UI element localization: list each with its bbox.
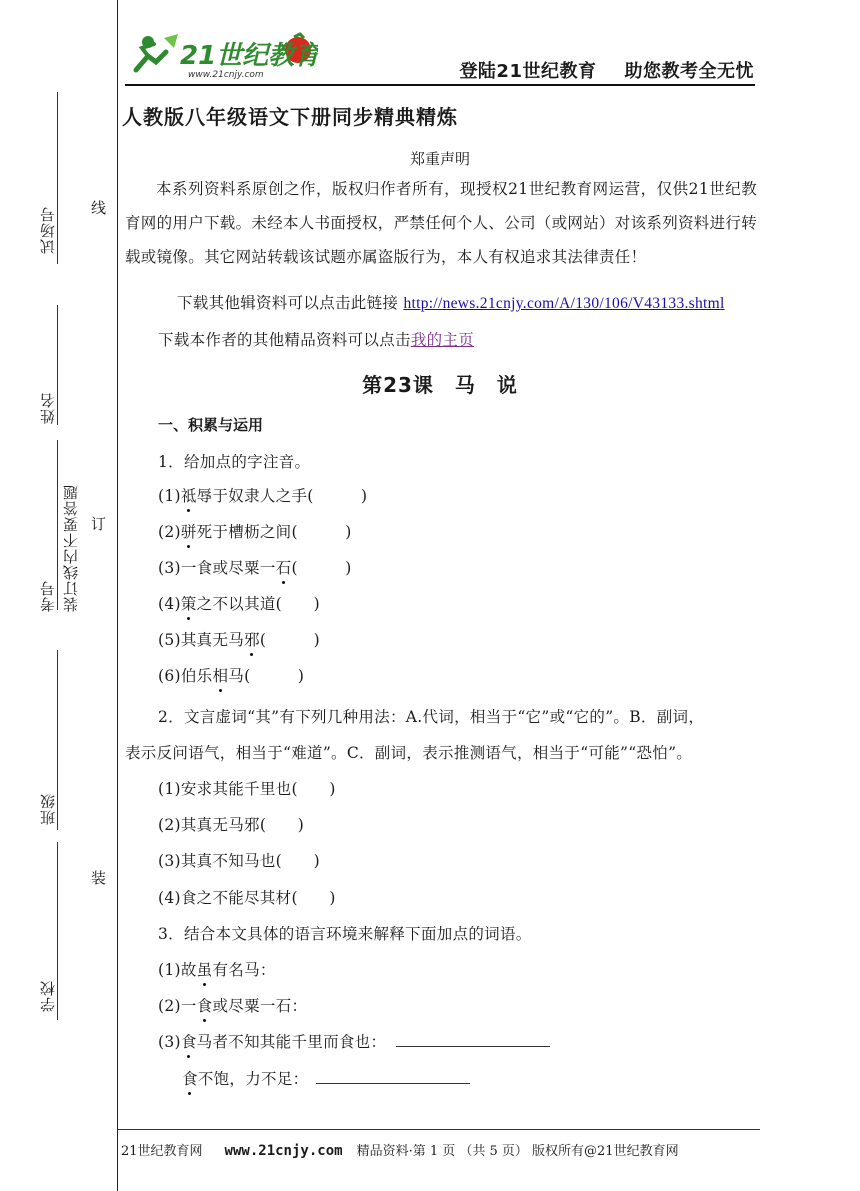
site-logo xyxy=(128,30,318,82)
q2-item: (3)其真不知马也( ) xyxy=(158,852,320,870)
q1-item: (4)策之不以其道( ) xyxy=(158,592,320,614)
q1-item: (3)一食或尽粟一石( ) xyxy=(158,556,352,578)
header-divider xyxy=(125,84,755,86)
section-heading: 一、积累与运用 xyxy=(158,416,264,434)
footer-site: www.21cnjy.com xyxy=(224,1143,343,1159)
statement-title: 郑重声明 xyxy=(409,150,470,168)
q2-stem-line1: 2．文言虚词“其”有下列几种用法：A.代词，相当于“它”或“它的”。B．副词， xyxy=(158,708,705,726)
answer-blank[interactable] xyxy=(316,1069,470,1084)
runner-logo-icon xyxy=(128,30,318,82)
q3-item: 食不饱，力不足： xyxy=(182,1067,470,1089)
q2-stem-line2: 表示反问语气，相当于“难道”。C．副词，表示推测语气，相当于“可能”“恐怕”。 xyxy=(125,744,693,762)
document-title: 人教版八年级语文下册同步精典精炼 xyxy=(122,105,458,129)
q3-item: (3)食马者不知其能千里而食也： xyxy=(158,1030,550,1052)
school-label: 学校 xyxy=(39,980,57,1012)
logo-text: 21世纪教育 xyxy=(180,41,318,71)
header-login-text: 登陆21世纪教育 xyxy=(459,61,597,82)
footer-right: 精品资料·第 1 页 （共 5 页） 版权所有@21世纪教育网 xyxy=(356,1144,679,1159)
statement-body: 本系列资料系原创之作，版权归作者所有，现授权21世纪教育网运营，仅供21世纪教育网的用户下载。未经本人书面授权，严禁任何个人、公司（或网站）对该系列资料进行转载或镜像。其它网站转载该试题亦属盗版行为，本人有权追求其法律责任！ xyxy=(125,180,758,266)
author-prefix: 下载本作者的其他精品资料可以点击 xyxy=(158,331,411,349)
header-slogan-text: 助您教考全无忧 xyxy=(624,61,754,82)
exam-room-label: 试场号 xyxy=(39,206,57,254)
page-footer xyxy=(121,1140,679,1159)
q1-item: (6)伯乐相马( ) xyxy=(158,664,304,686)
no-answer-notice: 装订线内不要答题 xyxy=(62,484,80,612)
download-link[interactable]: http://news.21cnjy.com/A/130/106/V43133.shtml xyxy=(403,295,725,312)
q2-item: (1)安求其能千里也( ) xyxy=(158,780,336,798)
q3-item: (1)故虽有名马： xyxy=(158,958,276,980)
q3-stem: 3．结合本文具体的语言环境来解释下面加点的词语。 xyxy=(158,925,532,943)
class-label: 班级 xyxy=(39,793,57,825)
q1-item: (1)祗辱于奴隶人之手( ) xyxy=(158,484,367,506)
cut-line-xian: 线 xyxy=(89,200,107,215)
footer-divider xyxy=(118,1129,760,1130)
q1-item: (2)骈死于槽枥之间( ) xyxy=(158,520,352,542)
author-line xyxy=(158,328,474,350)
name-label: 姓名 xyxy=(39,392,57,424)
q3-item: (2)一食或尽粟一石： xyxy=(158,994,307,1016)
answer-blank[interactable] xyxy=(396,1032,550,1047)
cut-line-zhuang: 装 xyxy=(89,870,107,885)
download-line xyxy=(177,291,725,313)
binding-margin-line xyxy=(117,0,118,1191)
q1-stem: 1．给加点的字注音。 xyxy=(158,453,311,471)
footer-left: 21世纪教育网 xyxy=(121,1144,203,1159)
q2-item: (2)其真无马邪( ) xyxy=(158,816,305,834)
header-slogan xyxy=(459,57,754,83)
download-prefix: 下载其他辑资料可以点击此链接 xyxy=(177,294,399,312)
lesson-title: 第23课 马 说 xyxy=(362,373,518,397)
logo-url: www.21cnjy.com xyxy=(188,70,264,80)
q1-item: (5)其真无马邪( ) xyxy=(158,628,320,650)
exam-no-label: 考号 xyxy=(39,580,57,612)
q2-item: (4)食之不能尽其材( ) xyxy=(158,889,336,907)
cut-line-ding: 订 xyxy=(89,516,107,531)
author-homepage-link[interactable]: 我的主页 xyxy=(410,331,475,349)
